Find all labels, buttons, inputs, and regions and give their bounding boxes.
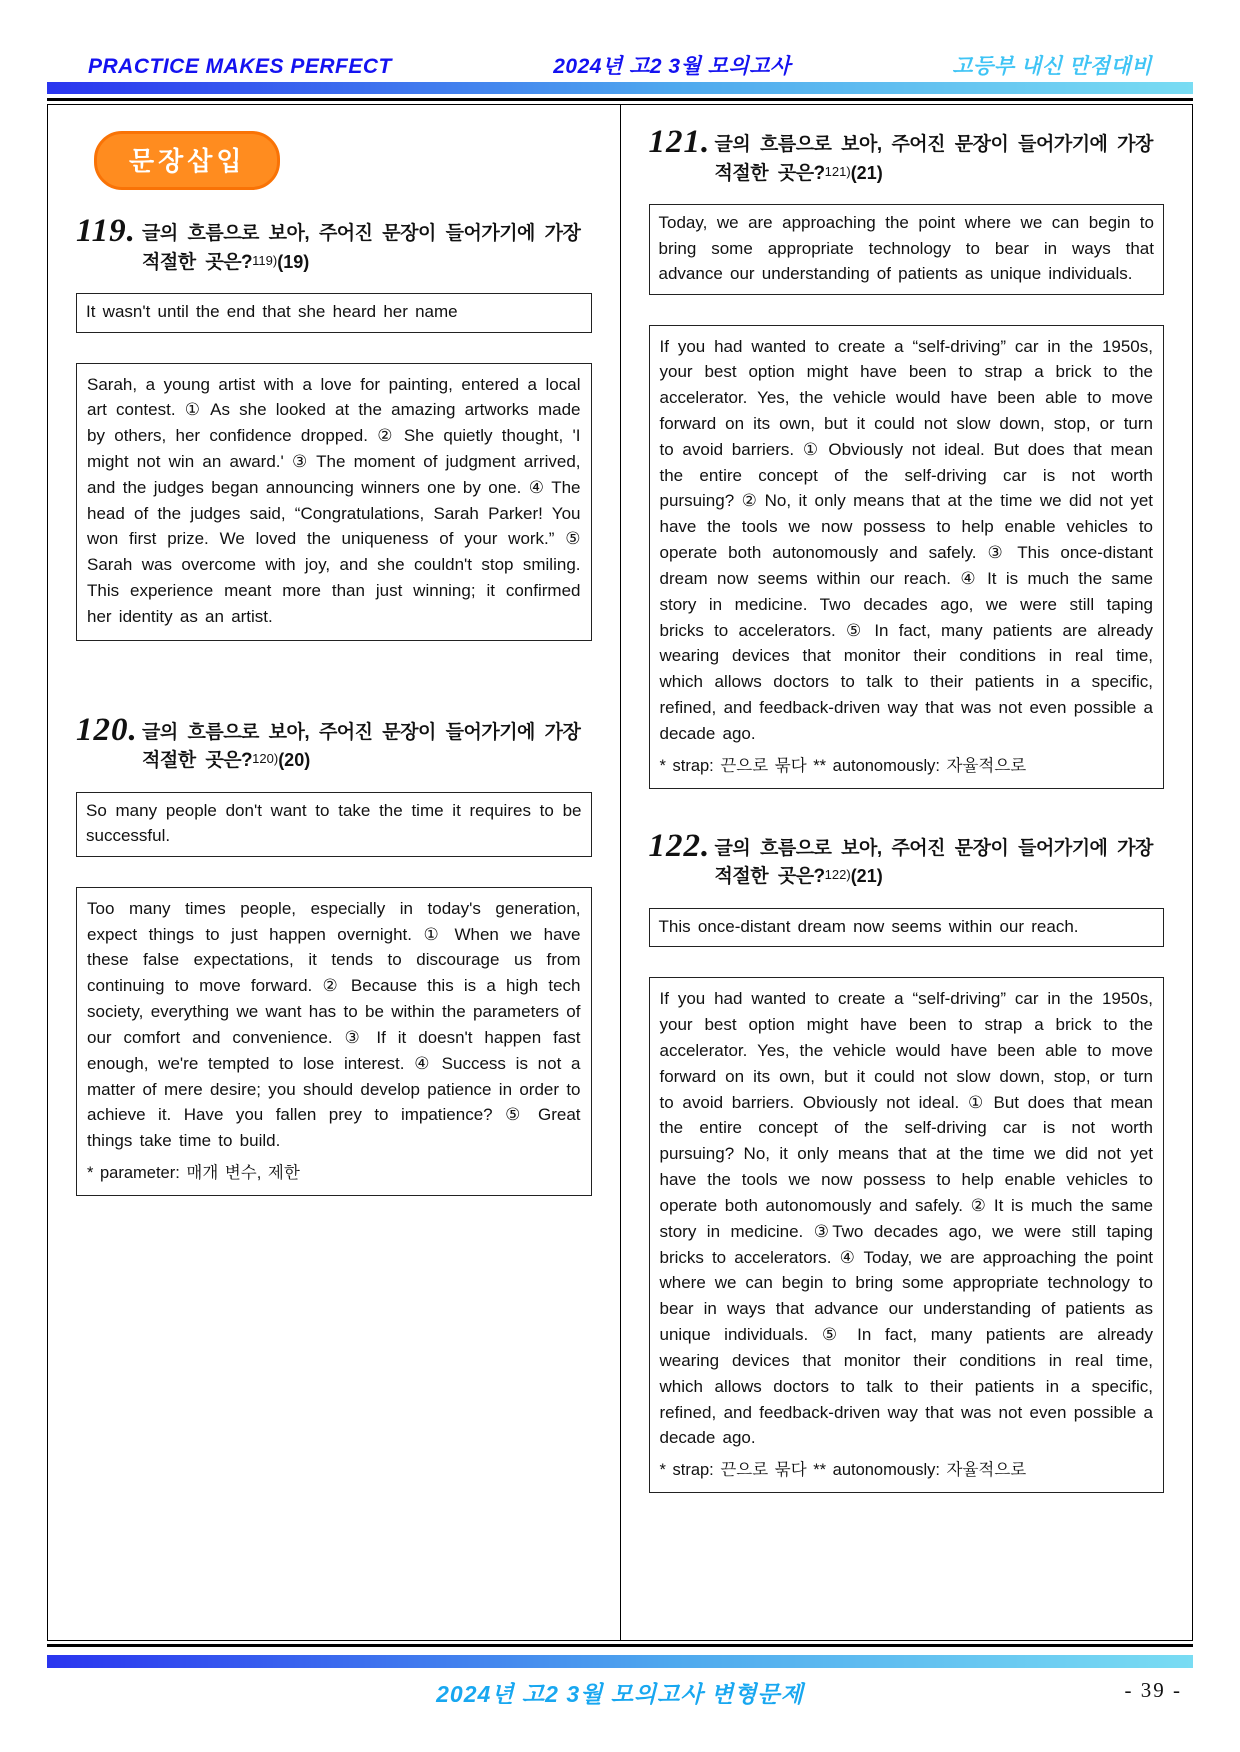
question-121-heading (648, 124, 1165, 188)
source-tag: (21) (850, 866, 883, 887)
source-tag: (20) (278, 750, 311, 771)
passage-box (649, 325, 1165, 789)
question-number: 121. (648, 124, 711, 160)
question-number: 122. (648, 827, 711, 864)
footer-title: 2024년 고2 3월 모의고사 변형문제 (436, 1681, 804, 1707)
page-header (88, 50, 1152, 80)
prompt-text: 글의 흐름으로 보아, 주어진 문장이 들어가기에 가장 적절한 곳은? (714, 134, 1153, 184)
header-double-rule (47, 98, 1193, 105)
question-prompt (715, 134, 1153, 184)
question-prompt (142, 223, 580, 273)
passage-text: Sarah, a young artist with a love for painting, entered a local art contest. ① As she looked at the amazing artworks made by others, her confidence dropped. ② She quietly thought, 'I might not win an award.' ③ The moment of judgment arrived, and the judges began announcing winners one by one. ④ The head of the judges said, “Congratulations, Sarah Parker! You won first prize. We loved the uniqueness of your work.” ⑤ Sarah was overcome with joy, and she couldn't stop smiling. This experience meant more than just winning; it confirmed her identity as an artist. (87, 374, 581, 626)
footnote-ref: 119) (252, 252, 278, 268)
question-120-heading (76, 711, 592, 776)
passage-text: If you had wanted to create a “self-driving” car in the 1950s, your best option might have been to strap a brick to the accelerator. Yes, the vehicle would have been able to move forward on its own, but it could not slow down, stop, or turn to avoid barriers. ① Obviously not ideal. But does that mean the entire concept of the self-driving car is not worth pursuing? ② No, it only means that at the time we did not yet have the tools we now possess to help enable vehicles to operate both autonomously and safely. ③ This once-distant dream now seems within our reach. ④ It is much the same story in medicine. Two decades ago, we were still taping bricks to accelerators. ⑤ In fact, many patients are already wearing devices that monitor their conditions in real time, which allows doctors to talk to their patients in a specific, refined, and feedback-driven way that was not even possible a decade ago. (659, 336, 1153, 743)
page-number: - 39 - (1124, 1678, 1182, 1702)
passage-footnote: * strap: 끈으로 묶다 ** autonomously: 자율적으로 (659, 1461, 1027, 1480)
prompt-text: 글의 흐름으로 보아, 주어진 문장이 들어가기에 가장 적절한 곳은? (714, 837, 1153, 888)
passage-footnote: * strap: 끈으로 묶다 ** autonomously: 자율적으로 (659, 756, 1027, 775)
left-column (48, 105, 620, 1640)
content-frame (47, 105, 1193, 1640)
footnote-ref: 120) (252, 751, 279, 767)
question-119 (76, 213, 592, 641)
header-center-title: 2024년 고2 3월 모의고사 (553, 55, 791, 78)
given-sentence-box: Today, we are approaching the point where we can begin to bring some appropriate technology to bear in ways that advance our understanding of patients as unique individuals. (649, 204, 1165, 295)
prompt-text: 글의 흐름으로 보아, 주어진 문장이 들어가기에 가장 적절한 곳은? (142, 223, 581, 273)
given-sentence-box: So many people don't want to take the time it requires to be successful. (76, 792, 592, 857)
footnote-ref: 122) (824, 867, 851, 883)
question-121 (648, 124, 1165, 789)
header-left-title: PRACTICE MAKES PERFECT (88, 55, 392, 78)
footer-gradient-bar (47, 1655, 1193, 1668)
question-number: 119. (76, 213, 136, 249)
given-sentence-box: This once-distant dream now seems within our reach. (649, 908, 1165, 948)
passage-box (76, 887, 592, 1196)
footnote-ref: 121) (824, 163, 851, 179)
passage-footnote: * parameter: 매개 변수, 제한 (87, 1164, 300, 1183)
given-sentence-box: It wasn't until the end that she heard her name (76, 293, 592, 333)
source-tag: (19) (277, 251, 310, 272)
section-badge: 문장삽입 (94, 131, 280, 190)
right-column (621, 105, 1193, 1640)
passage-box (649, 977, 1165, 1493)
question-120 (76, 711, 592, 1196)
question-122 (648, 827, 1165, 1494)
footer-double-rule (47, 1640, 1193, 1647)
question-prompt (142, 722, 580, 772)
prompt-text: 글의 흐름으로 보아, 주어진 문장이 들어가기에 가장 적절한 곳은? (142, 721, 581, 772)
passage-text: If you had wanted to create a “self-driving” car in the 1950s, your best option might have been to strap a brick to the accelerator. Yes, the vehicle would have been able to move forward on its own, but it could not slow down, stop, or turn to avoid barriers. Obviously not ideal. ① But does that mean the entire concept of the self-driving car is not worth pursuing? No, it only means that at the time we did not yet have the tools we now possess to help enable vehicles to operate both autonomously and safely. ② It is much the same story in medicine. ③Two decades ago, we were still taping bricks to accelerators. ④ Today, we are approaching the point where we can begin to bring some appropriate technology to bear in ways that advance our understanding of patients as unique individuals. ⑤ In fact, many patients are already wearing devices that monitor their conditions in real time, which allows doctors to talk to their patients in a specific, refined, and feedback-driven way that was not even possible a decade ago. (659, 989, 1153, 1448)
question-prompt (715, 838, 1153, 888)
header-right-title: 고등부 내신 만점대비 (952, 55, 1152, 78)
question-119-heading (76, 213, 592, 277)
question-number: 120. (76, 711, 138, 748)
header-gradient-bar (47, 82, 1193, 94)
passage-text: Too many times people, especially in today's generation, expect things to just happen overnight. ① When we have these false expectations, it tends to discourage us from continuing to move forward. ② Because this is a high tech society, everything we want has to be within the parameters of our comfort and convenience. ③ If it doesn't happen fast enough, we're tempted to lose interest. ④ Success is not a matter of mere desire; you should develop patience in order to achieve it. Have you fallen prey to impatience? ⑤ Great things take time to build. (87, 898, 581, 1151)
question-122-heading (648, 827, 1165, 892)
passage-box (76, 363, 592, 641)
source-tag: (21) (850, 162, 883, 183)
